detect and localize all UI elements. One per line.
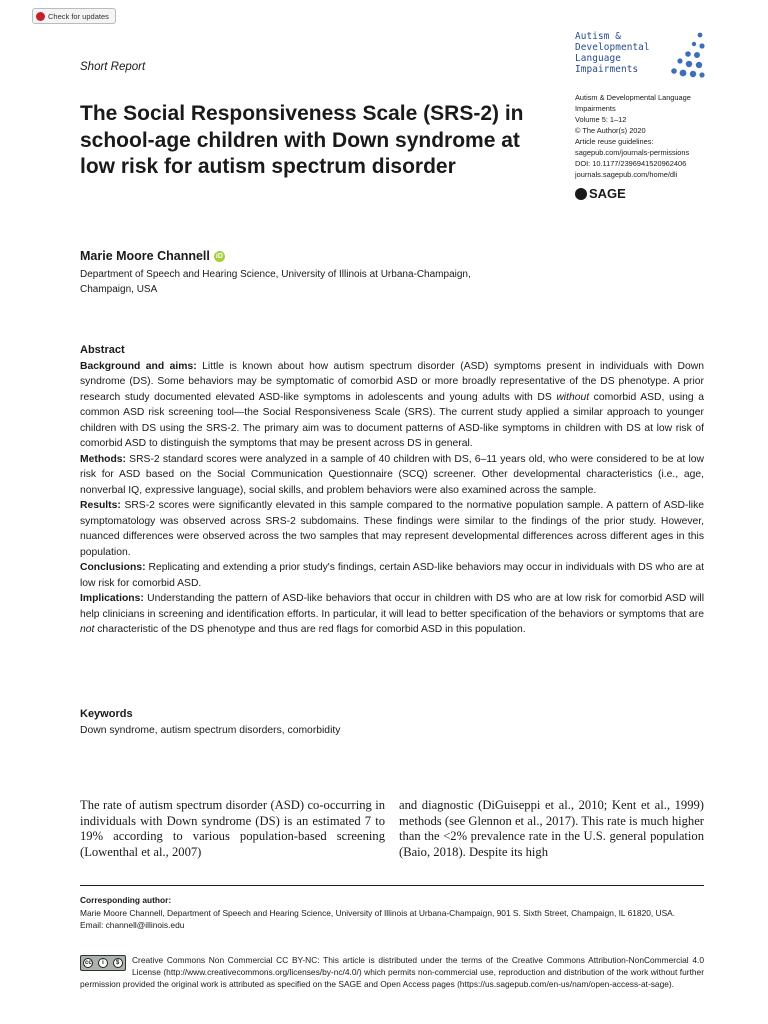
abstract-section-text: SRS-2 scores were significantly elevated in this sample compared to the normative population sample. A pattern of ASD-like symptomatology was observed across SRS-2 subdomains. These findings were similar to the findings of the prior study. However, nuanced differences were observed across the two samples that may represent developmental differences across different ages in this population. — [80, 500, 704, 558]
journal-info-line: Article reuse guidelines: — [575, 137, 654, 146]
author-affiliation: Department of Speech and Hearing Science, University of Illinois at Urbana-Champaign, Champaign, USA — [80, 269, 471, 295]
page-title: The Social Responsiveness Scale (SRS-2) in school-age children with Down syndrome at low risk for autism spectrum disorder — [80, 102, 524, 178]
check-for-updates-button[interactable] — [32, 8, 116, 24]
license-text: Creative Commons Non Commercial CC BY-NC: This article is distributed under the terms of the Creative Commons Attribution-NonCommercial 4.0 License (http://www.creativecommons.org/licenses/by-nc/4.0/) which permits non-commercial use, reproduction and distribution of the work without further permission provided the original work is attributed as specified on the SAGE and Open Access pages (https://us.sagepub.com/en-us/nam/open-access-at-sage). — [80, 955, 704, 989]
abstract-section-text: Understanding the pattern of ASD-like behaviors that occur in children with DS who are at low risk for comorbid ASD will help clinicians in screening and identification efforts. In particular, it will lead to better specification of the behaviors or symptoms that are — [80, 593, 704, 620]
journal-info-line: Impairments — [575, 104, 616, 113]
cc-by-nc-icon[interactable] — [80, 955, 126, 971]
corresponding-author — [80, 894, 704, 932]
journal-info-line: © The Author(s) 2020 — [575, 126, 646, 135]
orcid-icon[interactable]: iD — [215, 252, 223, 260]
abstract-section-label: Methods: — [80, 453, 126, 465]
article-type: Short Report — [80, 61, 146, 73]
updates-icon — [36, 12, 45, 21]
keywords-text: Down syndrome, autism spectrum disorders, comorbidity — [80, 724, 341, 736]
keywords — [80, 707, 340, 738]
corresponding-author-email[interactable]: Email: channell@illinois.edu — [80, 920, 185, 930]
abstract-section-text: Replicating and extending a prior study's findings, certain ASD-like behaviors may occur in individuals with DS who are at low risk for comorbid ASD. — [80, 562, 705, 589]
journal-logo-text — [575, 31, 650, 75]
journal-info-link[interactable]: sagepub.com/journals-permissions — [575, 148, 690, 157]
check-for-updates-label: Check for updates — [48, 11, 109, 21]
abstract-implications — [80, 591, 704, 638]
sage-logo — [575, 186, 626, 201]
nc-icon: $ — [113, 958, 123, 968]
abstract-section-text: characteristic of the DS phenotype and thus are red flags for comorbid ASD in this population. — [94, 624, 526, 635]
license-notice — [80, 955, 704, 990]
journal-logo-dots-icon — [664, 31, 708, 83]
abstract-emphasis: not — [80, 624, 95, 635]
body-column-left: The rate of autism spectrum disorder (ASD) co-occurring in individuals with Down syndrome (DS) is an estimated 7 to 19% according to various population-based screening (Lowenthal et al., 2007) — [80, 798, 385, 860]
abstract-results — [80, 498, 704, 560]
journal-logo-line: Autism & — [575, 31, 621, 42]
corresponding-author-label: Corresponding author: — [80, 895, 172, 905]
abstract-conclusions — [80, 560, 704, 591]
author-name: Marie Moore Channell — [80, 249, 210, 263]
journal-info-link[interactable]: journals.sagepub.com/home/dli — [575, 170, 678, 179]
cc-icon: cc — [84, 960, 92, 966]
abstract-section-label: Background and aims: — [80, 360, 197, 372]
abstract-section-label: Conclusions: — [80, 562, 146, 573]
body-column-right: and diagnostic (DiGuiseppi et al., 2010; Kent et al., 1999) methods (see Glennon et al., 2017). This rate is much higher than the <2% prevalence rate in the U.S. general population (Baio, 2018). Despite its high — [399, 798, 704, 860]
journal-logo-line: Developmental — [575, 42, 650, 53]
sage-logo-text: SAGE — [589, 186, 626, 201]
abstract-section-text: Little is known about how autism spectrum disorder (ASD) symptoms present in individuals with Down syndrome (DS). Some behaviors may be symptomatic of comorbid ASD or more broadly representative of the DS phenotype. A prior research study documented elevated ASD-like symptoms in adolescents and young adults with DS — [80, 360, 705, 403]
journal-logo-line: Language — [575, 53, 621, 64]
abstract-section-text: comorbid ASD, using a common ASD risk screening tool—the Social Responsiveness Scale (SRS). The current study applied a similar approach to younger children with DS using the SRS-2. The primary aim was to document patterns of ASD-like symptoms in children with DS at low risk of comorbid ASD to distinguish the symptoms that may be present across DS in general. — [80, 391, 704, 449]
abstract-background — [80, 359, 704, 452]
sage-icon — [575, 188, 587, 200]
abstract-section-text: SRS-2 standard scores were analyzed in a sample of 40 children with DS, 6–11 years old, who were considered to be at low risk for ASD based on the Social Communication Questionnaire (SCQ) screener. Other developmental characteristics (i.e., age, nonverbal IQ, expressive language), social skills, and problem behaviors were also examined across the sample. — [80, 453, 705, 496]
footnote-divider — [80, 885, 704, 886]
journal-info-line: Volume 5: 1–12 — [575, 115, 627, 124]
author — [80, 249, 225, 263]
journal-info — [575, 92, 691, 180]
journal-logo-line: Impairments — [575, 64, 639, 75]
abstract-emphasis: without — [556, 391, 590, 403]
abstract-section-label: Results: — [80, 500, 121, 511]
keywords-heading: Keywords — [80, 708, 133, 720]
journal-info-doi[interactable]: DOI: 10.1177/2396941520962406 — [575, 159, 687, 168]
journal-info-line: Autism & Developmental Language — [575, 93, 691, 102]
by-icon: i — [98, 958, 108, 968]
abstract-section-label: Implications: — [80, 593, 144, 604]
abstract-heading: Abstract — [80, 344, 125, 356]
corresponding-author-address: Marie Moore Channell, Department of Speech and Hearing Science, University of Illinois at Urbana-Champaign, 901 S. Sixth Street, Champaign, IL 61820, USA. — [80, 907, 676, 918]
abstract-methods — [80, 452, 704, 499]
abstract — [80, 343, 704, 638]
